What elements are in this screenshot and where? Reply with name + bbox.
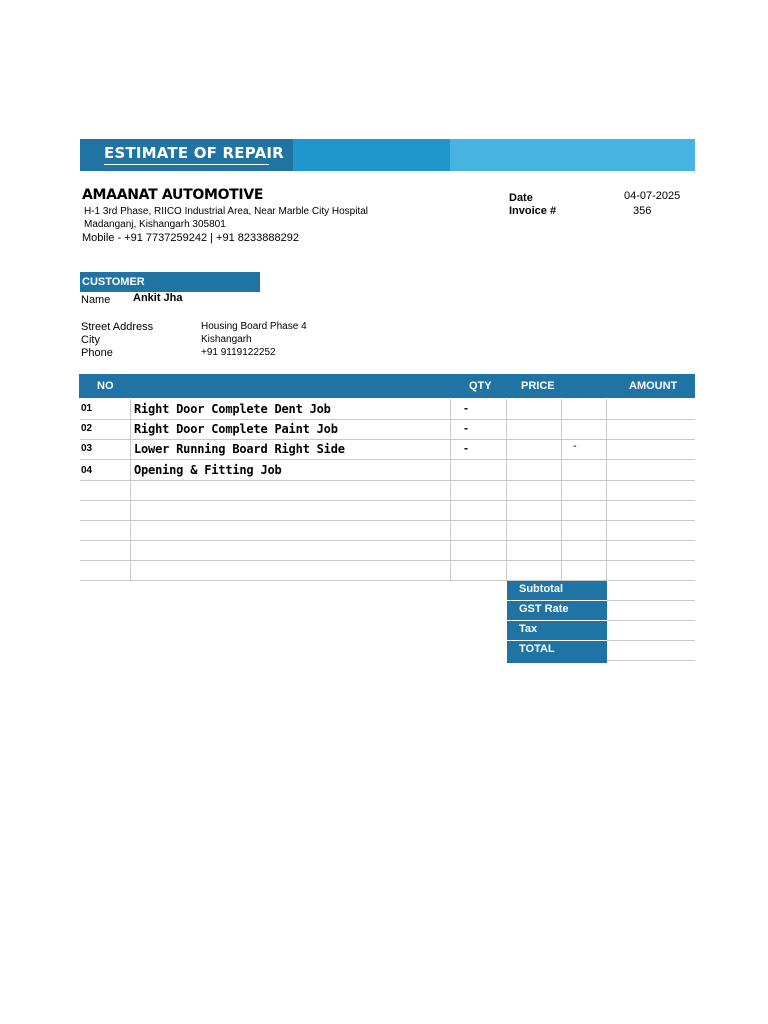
invoice-label: Invoice # xyxy=(509,205,557,217)
date-value: 04-07-2025 xyxy=(624,190,681,202)
total-label: TOTAL xyxy=(519,643,555,655)
gst-rate-label: GST Rate xyxy=(519,603,569,615)
customer-section-label: CUSTOMER xyxy=(82,276,145,288)
banner-segment-mid xyxy=(293,139,450,171)
table-row xyxy=(80,540,695,561)
column-header-amount: AMOUNT xyxy=(629,380,678,392)
row-description: Right Door Complete Dent Job xyxy=(134,402,331,416)
row-description: Right Door Complete Paint Job xyxy=(134,422,338,436)
gst-rate-value xyxy=(607,601,695,621)
row-number: 03 xyxy=(81,443,93,454)
customer-phone-label: Phone xyxy=(81,347,113,359)
street-address-label: Street Address xyxy=(81,321,154,333)
row-number: 01 xyxy=(81,403,93,414)
gst-rate-row xyxy=(507,601,695,621)
banner-segment-light xyxy=(450,139,695,171)
row-number: 02 xyxy=(81,423,93,434)
company-address-line1: H-1 3rd Phase, RIICO Industrial Area, Near Marble City Hospital xyxy=(84,206,368,217)
customer-phone-value: +91 9119122252 xyxy=(201,347,276,358)
banner-segment-dark xyxy=(80,139,293,171)
tax-row xyxy=(507,621,695,641)
table-row xyxy=(80,439,695,460)
company-name: AMAANAT AUTOMOTIVE xyxy=(82,187,264,203)
subtotal-row xyxy=(507,581,695,601)
subtotal-label: Subtotal xyxy=(519,583,563,595)
row-description: Lower Running Board Right Side xyxy=(134,442,345,456)
row-qty: - xyxy=(464,401,468,415)
tax-value xyxy=(607,621,695,641)
row-description: Opening & Fitting Job xyxy=(134,463,282,477)
document-title: ESTIMATE OF REPAIR xyxy=(104,144,284,162)
row-qty: - xyxy=(464,421,468,435)
table-row xyxy=(80,419,695,440)
company-address-line2: Madanganj, Kishangarh 305801 xyxy=(84,219,226,230)
date-label: Date xyxy=(509,192,533,204)
street-address-value: Housing Board Phase 4 xyxy=(201,321,307,332)
customer-section-header xyxy=(80,272,260,292)
company-phone: Mobile - +91 7737259242 | +91 8233888292 xyxy=(82,232,299,244)
table-row xyxy=(80,560,695,581)
row-price-detail: - xyxy=(573,440,577,452)
table-row xyxy=(80,399,695,420)
table-row xyxy=(80,459,695,481)
customer-name-value: Ankit Jha xyxy=(133,292,183,304)
column-header-qty: QTY xyxy=(469,380,492,392)
row-qty: - xyxy=(464,441,468,455)
title-banner xyxy=(80,139,695,171)
subtotal-value xyxy=(607,581,695,601)
city-value: Kishangarh xyxy=(201,334,252,345)
items-table-header xyxy=(79,374,695,398)
table-row xyxy=(80,500,695,521)
row-number: 04 xyxy=(81,465,93,476)
customer-name-label: Name xyxy=(81,294,111,306)
column-header-price: PRICE xyxy=(521,380,555,392)
table-row xyxy=(80,480,695,501)
table-row xyxy=(80,520,695,541)
title-underline xyxy=(104,164,269,165)
city-label: City xyxy=(81,334,100,346)
total-row xyxy=(507,641,695,661)
tax-label: Tax xyxy=(519,623,538,635)
column-header-no: NO xyxy=(97,380,114,392)
invoice-value: 356 xyxy=(633,205,652,217)
total-value xyxy=(607,641,695,661)
